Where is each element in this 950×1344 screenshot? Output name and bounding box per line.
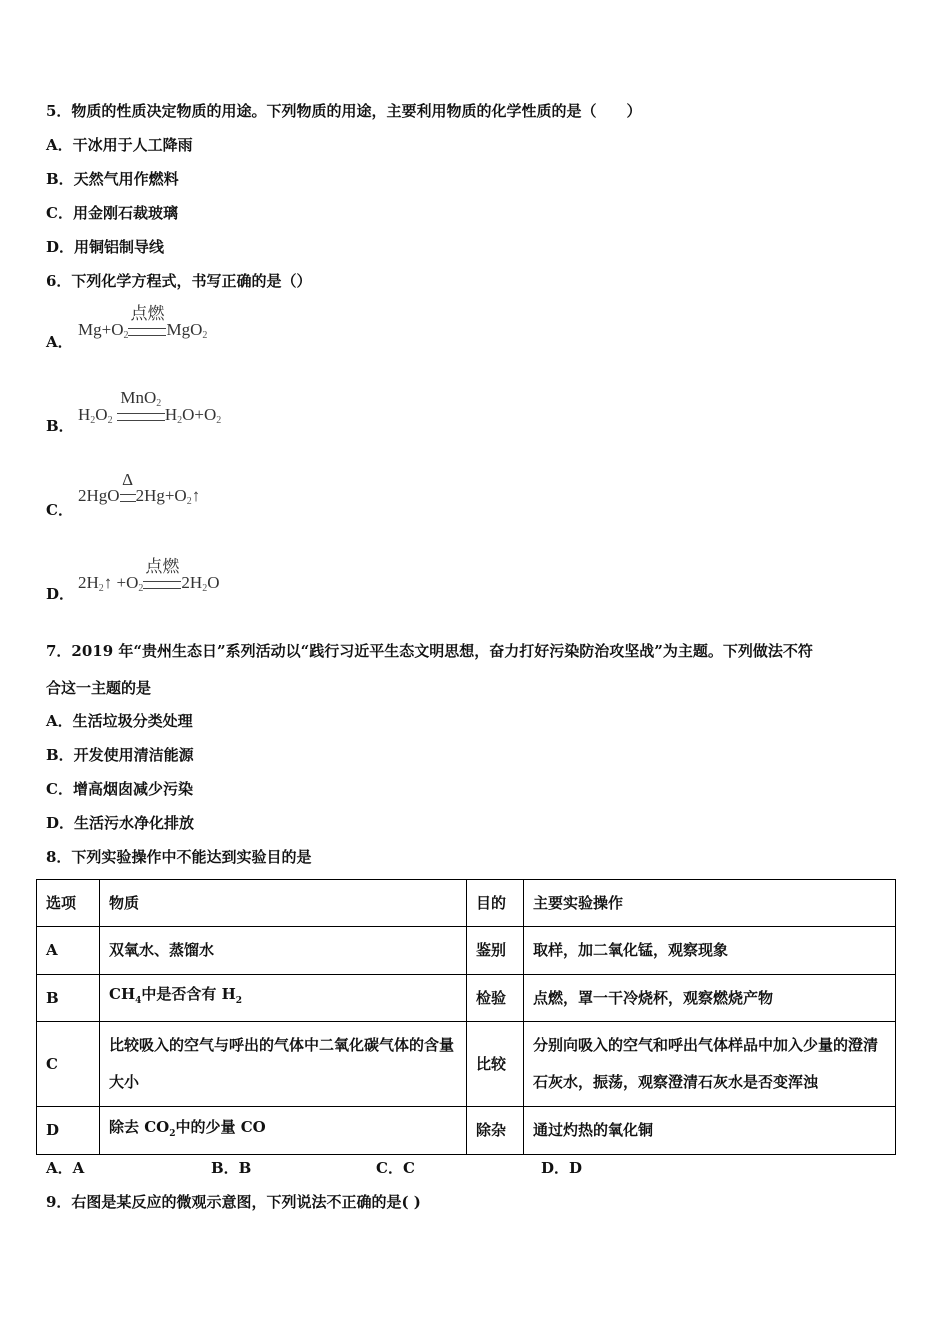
row-a-substance: 双氧水、蒸馏水: [100, 927, 467, 975]
row-a-option: A: [37, 927, 100, 975]
table-row: [37, 1022, 896, 1107]
row-c-operation: 分别向吸入的空气和呼出气体样品中加入少量的澄清石灰水，振荡，观察澄清石灰水是否变浑浊: [524, 1022, 896, 1107]
row-a-operation: 取样，加二氧化锰，观察现象: [524, 927, 896, 975]
question-6-stem: 6．下列化学方程式，书写正确的是（）: [46, 272, 312, 290]
row-d-operation: 通过灼热的氧化铜: [524, 1107, 896, 1155]
q8-answer-a: A．A: [46, 1159, 85, 1177]
experiment-table: [36, 879, 896, 1155]
q5-option-c: C．用金刚石裁玻璃: [46, 204, 178, 222]
row-d-purpose: 除杂: [467, 1107, 524, 1155]
row-b-purpose: 检验: [467, 975, 524, 1022]
row-b-option: B: [37, 975, 100, 1022]
row-d-option: D: [37, 1107, 100, 1155]
q5-option-a: A．干冰用于人工降雨: [46, 136, 193, 154]
eq-c-condition: Δ: [122, 470, 134, 490]
q7-option-d: D．生活污水净化排放: [46, 814, 195, 832]
table-row: [37, 927, 896, 975]
q7-option-b: B．开发使用清洁能源: [46, 746, 194, 764]
row-b-operation: 点燃，罩一干冷烧杯，观察燃烧产物: [524, 975, 896, 1022]
row-b-substance: $CH_4$中是否含有 $H_2$: [100, 975, 467, 1022]
q6-equation-a: $Mg+O_2$ 点燃 MgO$_2$: [78, 320, 207, 341]
q8-answer-d: D．D: [541, 1159, 583, 1177]
q7-option-a: A．生活垃圾分类处理: [46, 712, 193, 730]
eq-b-condition: MnO: [120, 388, 157, 408]
row-c-substance: 比较吸入的空气与呼出的气体中二氧化碳气体的含量大小: [100, 1022, 467, 1107]
table-row: [37, 1107, 896, 1155]
q6-label-b: B．: [46, 417, 74, 435]
row-c-purpose: 比较: [467, 1022, 524, 1107]
q6-equation-d: $2H_2↑ +O_2$ 点燃 $2H_2O$: [78, 573, 219, 594]
header-operation: 主要实验操作: [524, 880, 896, 927]
q8-answer-b: B．B: [211, 1159, 252, 1177]
q7-option-c: C．增高烟囱减少污染: [46, 780, 193, 798]
eq-a-condition: 点燃: [130, 304, 165, 324]
question-5-stem: 5．物质的性质决定物质的用途。下列物质的用途，主要利用物质的化学性质的是（ ）: [46, 102, 642, 120]
q6-label-d: D．: [46, 585, 75, 603]
q5-option-d: D．用铜铝制导线: [46, 238, 165, 256]
header-option: 选项: [37, 880, 100, 927]
q8-answer-c: C．C: [376, 1159, 415, 1177]
question-9-stem: 9．右图是某反应的微观示意图，下列说法不正确的是( ): [46, 1193, 421, 1211]
q6-label-c: C．: [46, 501, 73, 519]
table-header-row: [37, 880, 896, 927]
q5-option-b: B．天然气用作燃料: [46, 170, 179, 188]
row-c-option: C: [37, 1022, 100, 1107]
header-purpose: 目的: [467, 880, 524, 927]
table-row: [37, 975, 896, 1022]
header-substance: 物质: [100, 880, 467, 927]
q6-equation-b: $H_2O_2$ MnO$_2$ $H_2O+O_2$: [78, 388, 222, 426]
question-7-stem-line-2: 合这一主题的是: [46, 679, 152, 697]
question-8-stem: 8．下列实验操作中不能达到实验目的是: [46, 848, 312, 866]
eq-d-condition: 点燃: [145, 557, 180, 577]
row-d-substance: 除去 $CO_2$中的少量 CO: [100, 1107, 467, 1155]
question-7-stem-line-1: 7．2019 年“贵州生态日”系列活动以“践行习近平生态文明思想，奋力打好污染防治攻坚战”为主题。下列做法不符: [46, 642, 813, 660]
q6-label-a: A．: [46, 333, 73, 351]
row-a-purpose: 鉴别: [467, 927, 524, 975]
q6-equation-c: 2HgO Δ $2Hg+O_2↑$: [78, 470, 201, 507]
